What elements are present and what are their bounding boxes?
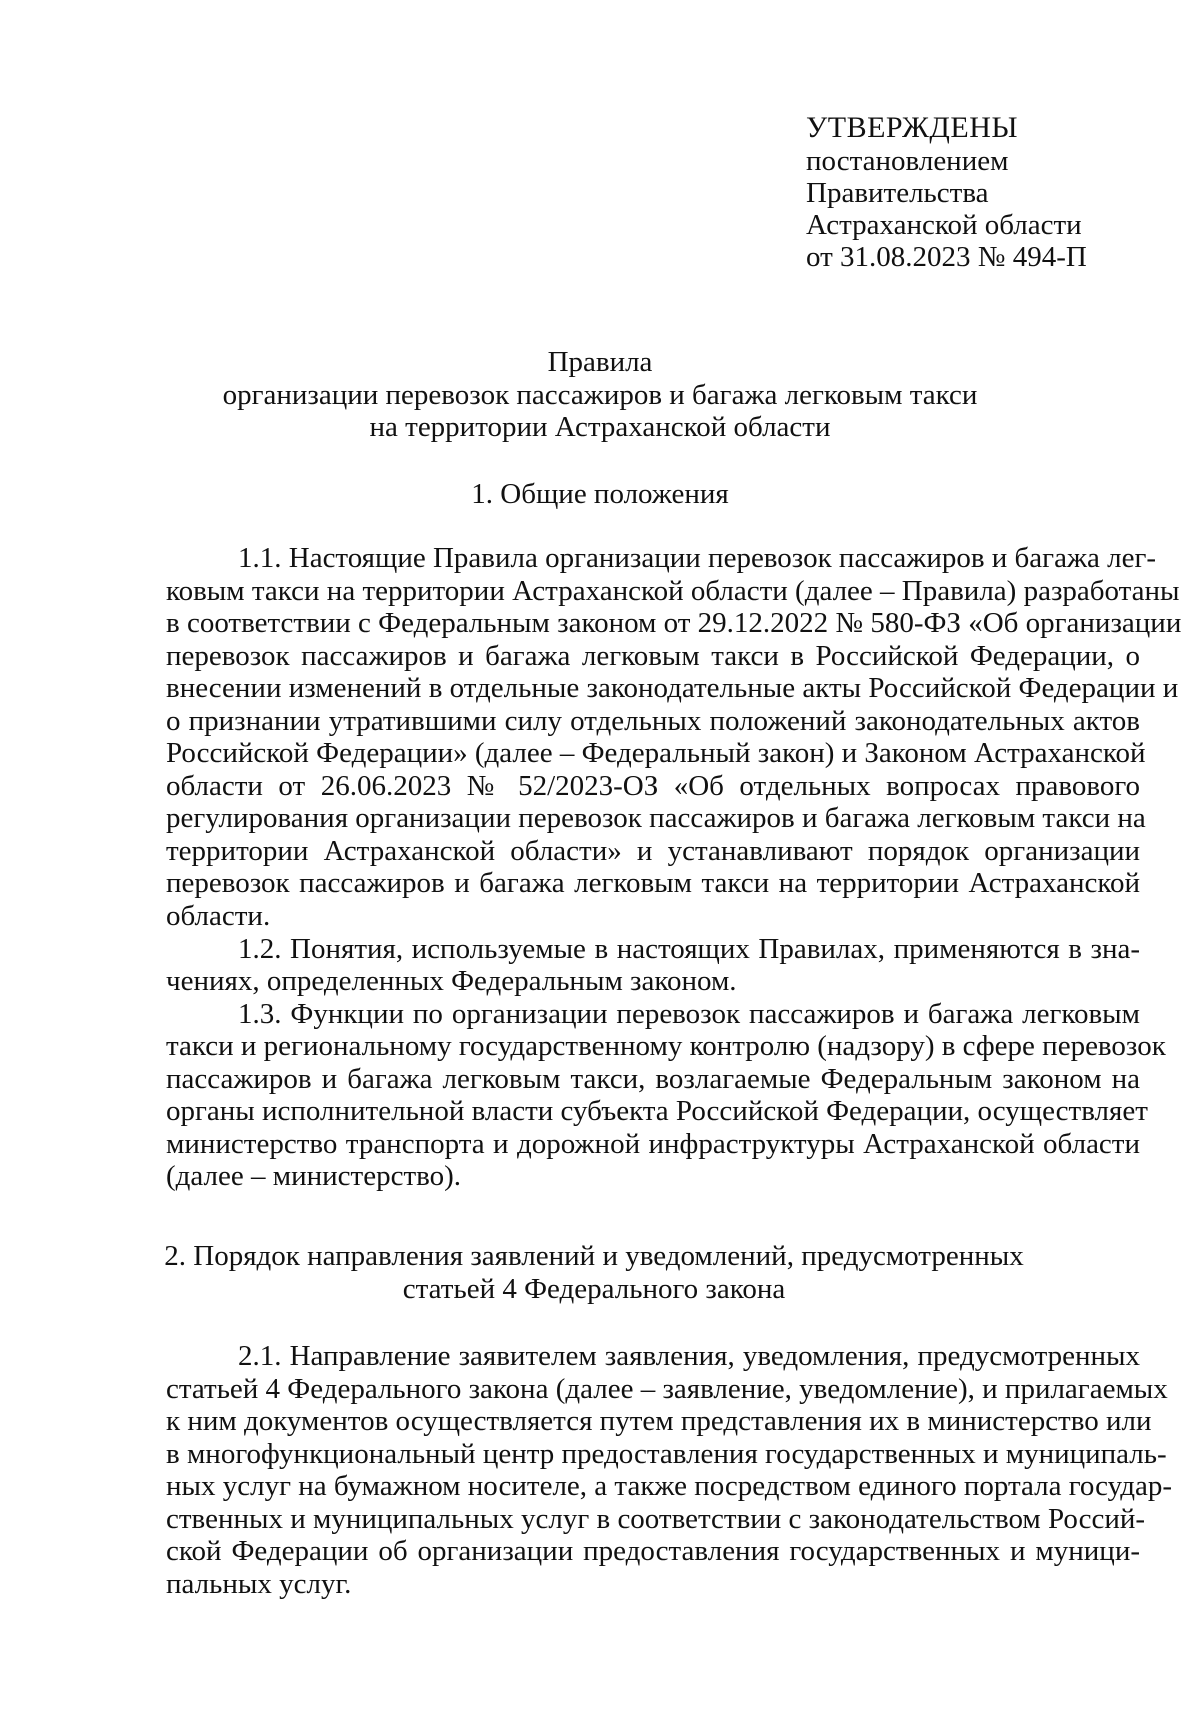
- text-line: перевозок пассажиров и багажа легковым такси на территории Астраханской: [166, 867, 1140, 900]
- title-line: Правила: [547, 346, 653, 378]
- text-line: пальных услуг.: [166, 1567, 352, 1600]
- approval-stamp: УТВЕРЖДЕНЫ: [806, 111, 1019, 144]
- paragraph-1-3: [166, 997, 1166, 1193]
- heading-line: статьей 4 Федерального закона: [402, 1272, 786, 1305]
- text-line: области от 26.06.2023 № 52/2023-ОЗ «Об отдельных вопросах правового: [166, 769, 1140, 802]
- approval-block: [806, 112, 1136, 273]
- text-line: ных услуг на бумажном носителе, а также посредством единого портала государ-: [166, 1470, 1173, 1503]
- text-line: о признании утратившими силу отдельных положений законодательных актов: [166, 704, 1140, 737]
- text-line: ской Федерации об организации предоставления государственных и муници-: [166, 1535, 1140, 1568]
- text-line: внесении изменений в отдельные законодательные акты Российской Федерации и: [166, 672, 1179, 705]
- paragraph-2-1: [166, 1340, 1173, 1600]
- text-line: министерство транспорта и дорожной инфраструктуры Астраханской области: [166, 1127, 1140, 1160]
- approval-line: Астраханской области: [806, 209, 1082, 241]
- text-line: 1.1. Настоящие Правила организации перевозок пассажиров и багажа лег-: [238, 542, 1157, 574]
- text-line: органы исполнительной власти субъекта Российской Федерации, осуществляет: [166, 1095, 1148, 1128]
- section-1-heading: 1. Общие положения: [471, 478, 729, 510]
- title-line: организации перевозок пассажиров и багажа легковым такси: [222, 378, 978, 411]
- paragraph-1-2: [166, 933, 1140, 998]
- text-line: регулирования организации перевозок пассажиров и багажа легковым такси на: [166, 802, 1146, 835]
- section-2-heading: [0, 1240, 1194, 1305]
- title-line: на территории Астраханской области: [369, 411, 831, 443]
- text-line: Российской Федерации» (далее – Федеральный закон) и Законом Астраханской: [166, 737, 1146, 770]
- text-line: такси и региональному государственному контролю (надзору) в сфере перевозок: [166, 1030, 1166, 1063]
- text-line: в соответствии с Федеральным законом от 29.12.2022 № 580-ФЗ «Об организации: [166, 607, 1182, 640]
- section-2-body: [166, 1340, 1173, 1600]
- heading-line: 2. Порядок направления заявлений и уведомлений, предусмотренных: [164, 1240, 1024, 1272]
- text-line: к ним документов осуществляется путем представления их в министерство или: [166, 1405, 1152, 1438]
- approval-line: от 31.08.2023 № 494-П: [806, 241, 1087, 273]
- approval-line: Правительства: [806, 177, 989, 209]
- text-line: пассажиров и багажа легковым такси, возлагаемые Федеральным законом на: [166, 1062, 1140, 1095]
- text-line: статьей 4 Федерального закона (далее – заявление, уведомление), и прилагаемых: [166, 1372, 1168, 1405]
- text-line: территории Астраханской области» и устанавливают порядок организации: [166, 834, 1140, 867]
- text-line: 2.1. Направление заявителем заявления, уведомления, предусмотренных: [238, 1340, 1140, 1372]
- text-line: в многофункциональный центр предоставления государственных и муниципаль-: [166, 1437, 1167, 1470]
- section-1-body: [166, 542, 1182, 1193]
- document-title: [0, 346, 1200, 444]
- approval-line: постановлением: [806, 145, 1009, 177]
- text-line: 1.3. Функции по организации перевозок пассажиров и багажа легковым: [238, 997, 1140, 1030]
- text-line: (далее – министерство).: [166, 1160, 462, 1193]
- text-line: 1.2. Понятия, используемые в настоящих Правилах, применяются в зна-: [238, 932, 1140, 965]
- text-line: чениях, определенных Федеральным законом.: [166, 965, 737, 998]
- paragraph-1-1: [166, 542, 1182, 933]
- text-line: перевозок пассажиров и багажа легковым такси в Российской Федерации, о: [166, 639, 1140, 672]
- text-line: ковым такси на территории Астраханской области (далее – Правила) разработаны: [166, 574, 1180, 607]
- text-line: ственных и муниципальных услуг в соответствии с законодательством Россий-: [166, 1502, 1146, 1535]
- text-line: области.: [166, 900, 271, 933]
